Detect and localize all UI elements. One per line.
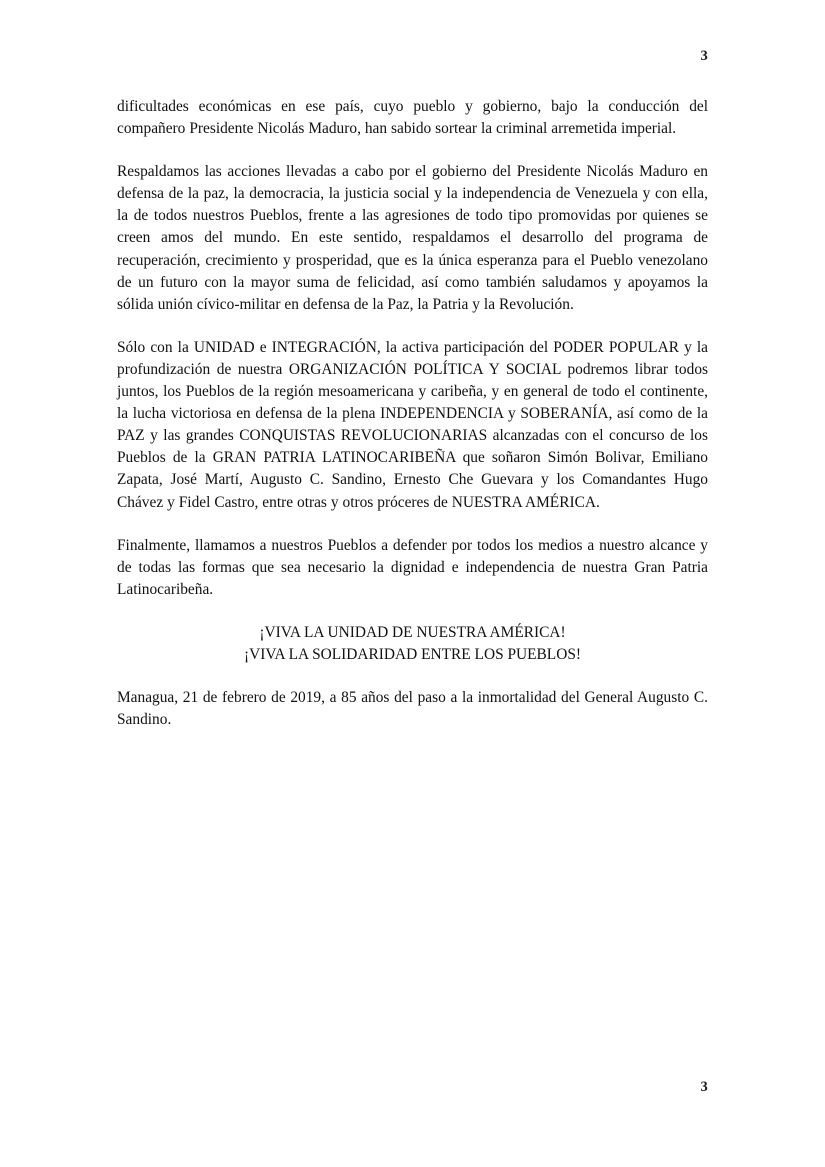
closing-dateline: Managua, 21 de febrero de 2019, a 85 años del paso a la inmortalidad del General Augusto C. Sandino. xyxy=(117,688,708,728)
paragraph-support-maduro-government: Respaldamos las acciones llevadas a cabo por el gobierno del Presidente Nicolás Maduro en defensa de la paz, la democracia, la justicia social y la independencia de Venezuela y con ella, la de todos nuestros Pueblos, frente a las agresiones de todo tipo promovidas por quienes se creen amos del mundo. En este sentido, respaldamos el desarrollo del programa de recuperación, crecimiento y prosperidad, que es la única esperanza para el Pueblo venezolano de un futuro con la mayor suma de felicidad, así como también saludamos y apoyamos la sólida unión cívico-militar en defensa de la Paz, la Patria y la Revolución. xyxy=(117,163,708,313)
paragraph-unity-integration: Sólo con la UNIDAD e INTEGRACIÓN, la activa participación del PODER POPULAR y la profundización de nuestra ORGANIZACIÓN POLÍTICA Y SOCIAL podremos librar todos juntos, los Pueblos de la región mesoamericana y caribeña, y en general de todo el continente, la lucha victoriosa en defensa de la plena INDEPENDENCIA y SOBERANÍA, así como de la PAZ y las grandes CONQUISTAS REVOLUCIONARIAS alcanzadas con el concurso de los Pueblos de la GRAN PATRIA LATINOCARIBEÑA que soñaron Simón Bolivar, Emiliano Zapata, José Martí, Augusto C. Sandino, Ernesto Che Guevara y los Comandantes Hugo Chávez y Fidel Castro, entre otras y otros próceres de NUESTRA AMÉRICA. xyxy=(117,338,708,511)
document-body xyxy=(117,96,708,731)
slogan-solidaridad-pueblos: ¡VIVA LA SOLIDARIDAD ENTRE LOS PUEBLOS! xyxy=(243,646,582,664)
paragraph-venezuela-difficulties: dificultades económicas en ese país, cuyo pueblo y gobierno, bajo la conducción del compañero Presidente Nicolás Maduro, han sabido sortear la criminal arremetida imperial. xyxy=(117,98,708,138)
page-number-footer: 3 xyxy=(700,1079,708,1095)
slogan-unidad-america: ¡VIVA LA UNIDAD DE NUESTRA AMÉRICA! xyxy=(259,623,566,641)
paragraph-final-call: Finalmente, llamamos a nuestros Pueblos a defender por todos los medios a nuestro alcance y de todas las formas que sea necesario la dignidad e independencia de nuestra Gran Patria Latinocaribeña. xyxy=(117,536,708,598)
slogan-block xyxy=(117,622,708,667)
page-number-header: 3 xyxy=(700,48,708,64)
